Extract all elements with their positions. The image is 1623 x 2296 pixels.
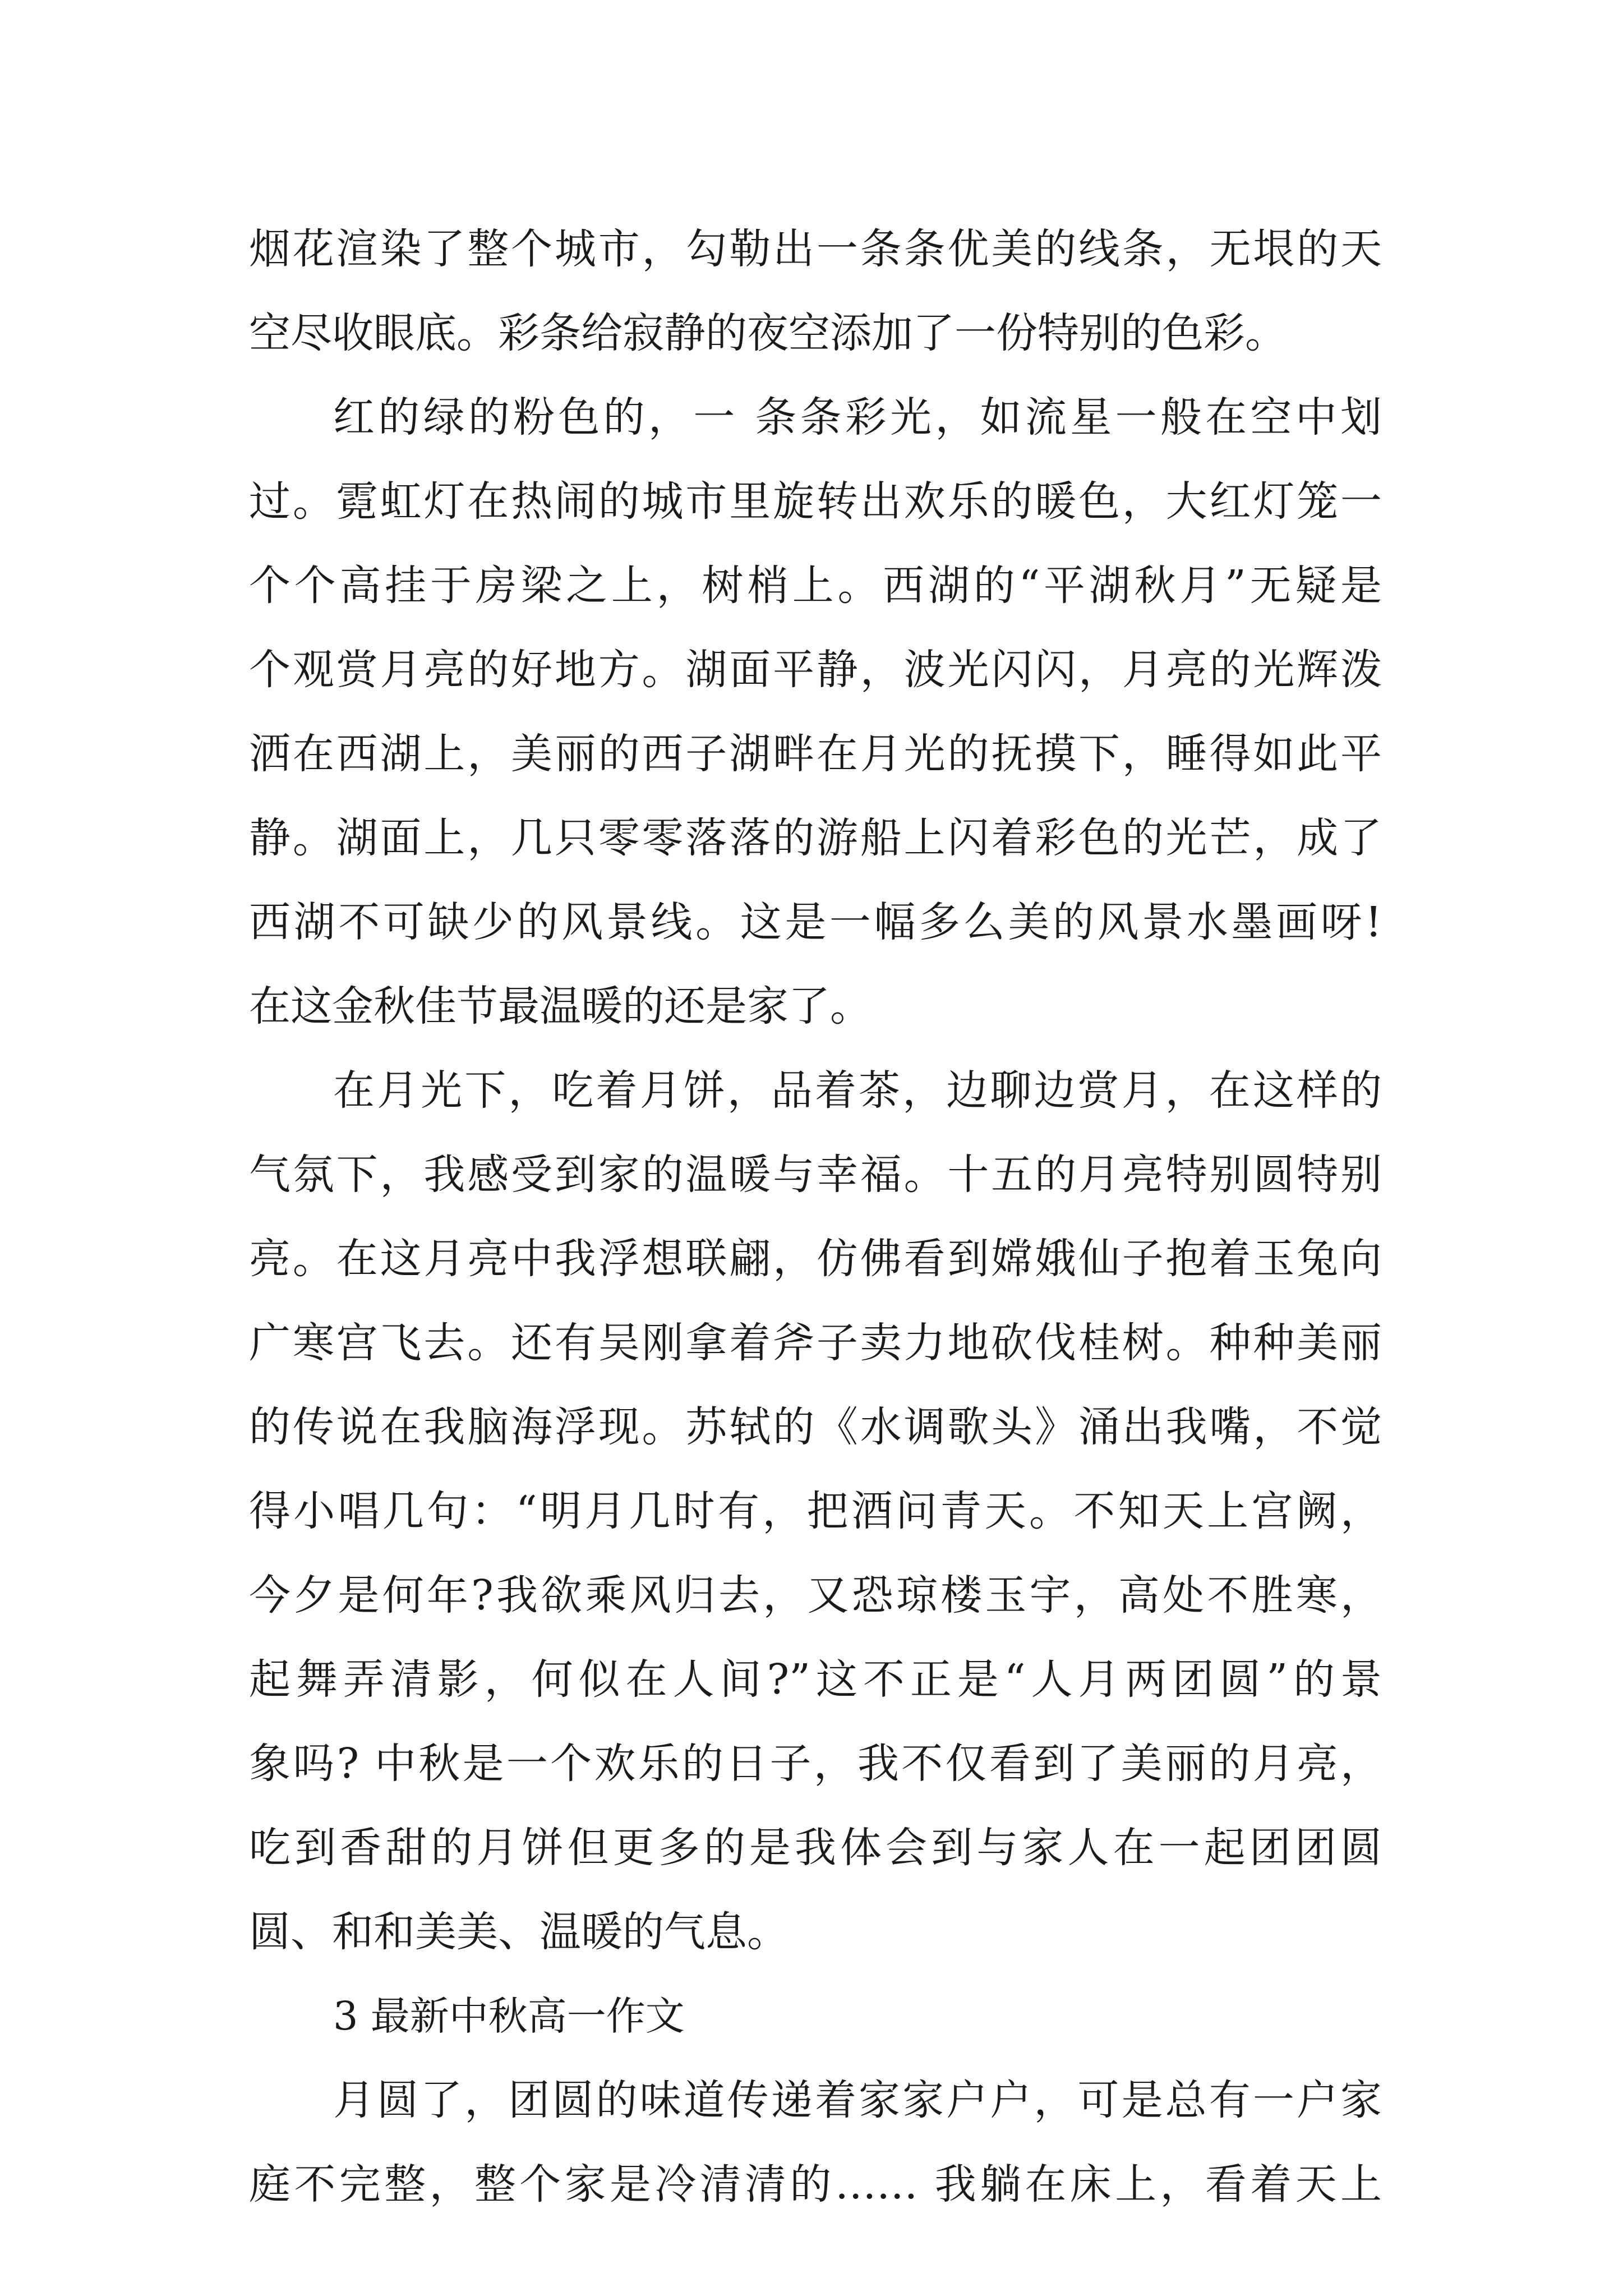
- paragraph-line: 西湖不可缺少的风景线。这是一幅多么美的风景水墨画呀!: [249, 898, 1382, 946]
- paragraph-line: 起舞弄清影，何似在人间?”这不正是“人月两团圆”的景: [249, 1655, 1382, 1704]
- paragraph-line: 烟花渲染了整个城市，勾勒出一条条优美的线条，无垠的天: [249, 225, 1382, 273]
- paragraph-line: 广寒宫飞去。还有吴刚拿着斧子卖力地砍伐桂树。种种美丽: [249, 1319, 1382, 1367]
- paragraph-line: 个个高挂于房梁之上，树梢上。西湖的“平湖秋月”无疑是: [249, 562, 1382, 610]
- paragraph-line: 在月光下，吃着月饼，品着茶，边聊边赏月，在这样的: [333, 1066, 1382, 1115]
- paragraph-line: 气氛下，我感受到家的温暖与幸福。十五的月亮特别圆特别: [249, 1151, 1382, 1199]
- paragraph-line: 今夕是何年?我欲乘风归去，又恐琼楼玉宇，高处不胜寒，: [249, 1571, 1382, 1619]
- paragraph-line: 月圆了，团圆的味道传递着家家户户，可是总有一户家: [333, 2076, 1382, 2124]
- paragraph-line: 得小唱几句：“明月几时有，把酒问青天。不知天上宫阙，: [249, 1487, 1382, 1535]
- paragraph-line: 圆、和和美美、温暖的气息。: [249, 1908, 789, 1956]
- paragraph-line: 的传说在我脑海浮现。苏轼的《水调歌头》涌出我嘴，不觉: [249, 1403, 1382, 1451]
- paragraph-line: 吃到香甜的月饼但更多的是我体会到与家人在一起团团圆: [249, 1824, 1382, 1872]
- paragraph-line: 空尽收眼底。彩条给寂静的夜空添加了一份特别的色彩。: [249, 309, 1287, 357]
- paragraph-line: 过。霓虹灯在热闹的城市里旋转出欢乐的暖色，大红灯笼一: [249, 477, 1382, 526]
- paragraph-line: 红的绿的粉色的，一 条条彩光，如流星一般在空中划: [333, 393, 1382, 441]
- paragraph-line: 洒在西湖上，美丽的西子湖畔在月光的抚摸下，睡得如此平: [249, 730, 1382, 778]
- paragraph-line: 庭不完整，整个家是冷清清的…… 我躺在床上，看着天上: [249, 2160, 1382, 2208]
- paragraph-line: 静。湖面上，几只零零落落的游船上闪着彩色的光芒，成了: [249, 814, 1382, 862]
- paragraph-line: 亮。在这月亮中我浮想联翩，仿佛看到嫦娥仙子抱着玉兔向: [249, 1235, 1382, 1283]
- section-heading: 3 最新中秋高一作文: [333, 1993, 685, 2039]
- paragraph-line: 在这金秋佳节最温暖的还是家了。: [249, 982, 872, 1030]
- paragraph-line: 象吗? 中秋是一个欢乐的日子，我不仅看到了美丽的月亮，: [249, 1740, 1382, 1788]
- paragraph-line: 个观赏月亮的好地方。湖面平静，波光闪闪，月亮的光辉泼: [249, 646, 1382, 694]
